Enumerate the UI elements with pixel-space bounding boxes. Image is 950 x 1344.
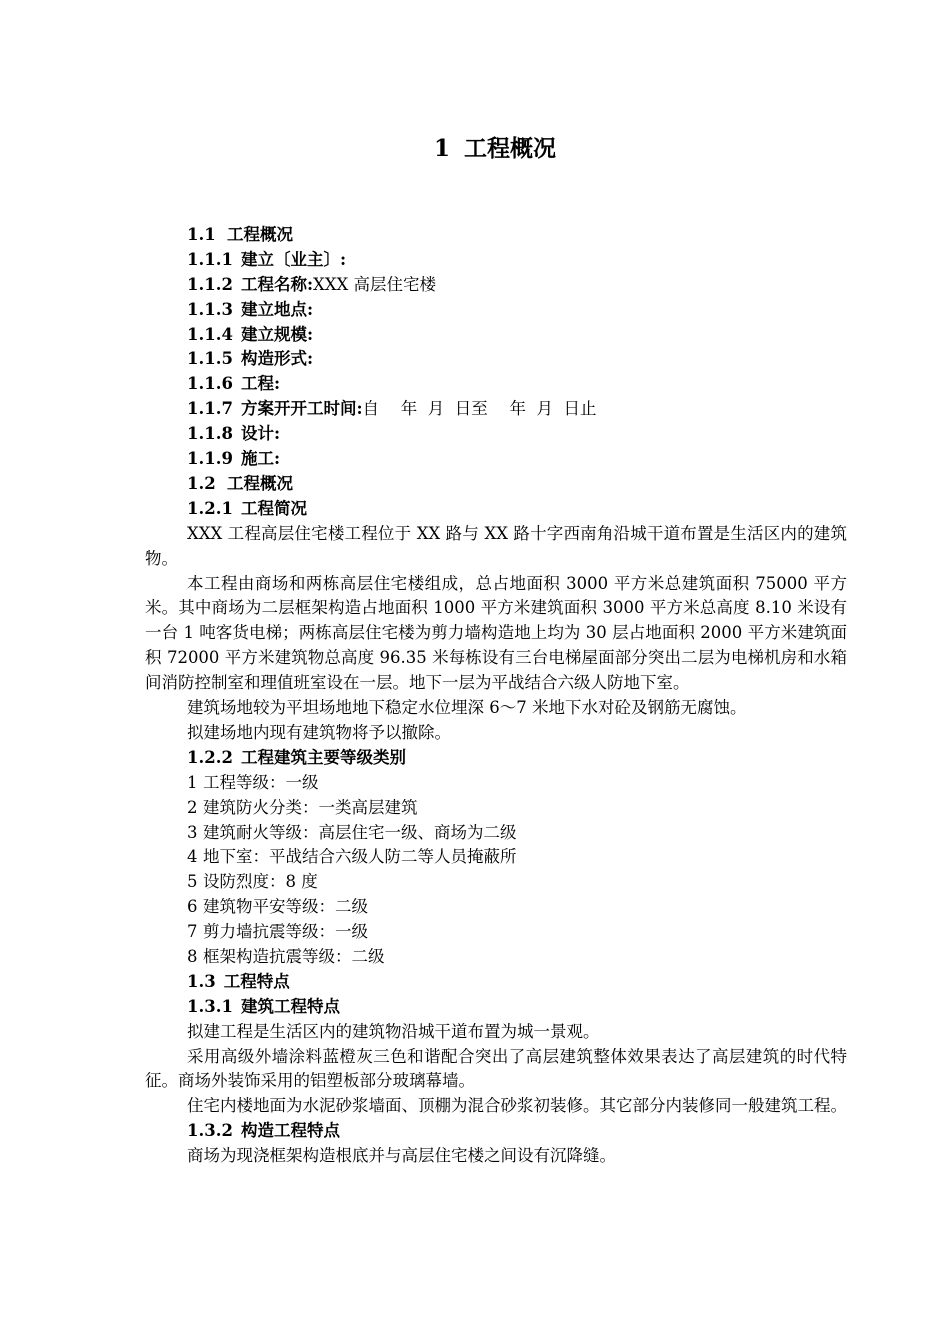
list-item: 7 剪力墙抗震等级：一级 <box>187 922 368 942</box>
title-text: 工程概况 <box>464 135 556 162</box>
list-item: 8 框架构造抗震等级：二级 <box>187 946 385 966</box>
section-heading-1-3: 1.3 工程特点 <box>187 971 290 991</box>
paragraph: 建筑场地较为平坦场地地下稳定水位埋深 6～7 米地下水对砼及钢筋无腐蚀。 <box>187 698 747 718</box>
paragraph: 拟建工程是生活区内的建筑物沿城干道布置为城一景观。 <box>187 1021 600 1041</box>
paragraph: 住宅内楼地面为水泥砂浆墙面、顶棚为混合砂浆初装修。其它部分内装修同一般建筑工程。 <box>187 1096 847 1116</box>
section-heading-1-1: 1.1 工程概况 <box>187 225 293 244</box>
paragraph: XXX 工程高层住宅楼工程位于 XX 路与 XX 路十字西南角沿城干道布置是生活区内的建筑物。 <box>145 523 847 568</box>
paragraph: 采用高级外墙涂料蓝橙灰三色和谐配合突出了高层建筑整体效果表达了高层建筑的时代特征。商场外装饰采用的铝塑板部分玻璃幕墙。 <box>145 1046 847 1091</box>
page-title <box>0 132 950 166</box>
item-1-1-8: 1.1.8 设计: <box>187 424 281 444</box>
subsection-heading-1-2-1: 1.2.1 工程简况 <box>187 498 307 518</box>
list-item: 1 工程等级：一级 <box>187 772 319 792</box>
item-1-1-4: 1.1.4 建立规模: <box>187 324 314 344</box>
paragraph: 本工程由商场和两栋高层住宅楼组成，总占地面积 3000 平方米总建筑面积 75000 平方米。其中商场为二层框架构造占地面积 1000 平方米建筑面积 3000 平方米总高度 8.10 米设有一台 1 吨客货电梯；两栋高层住宅楼为剪力墙构造地上均为 30 层占地面积 2000 平方米建筑面积 72000 平方米建筑物总高度 96.35 米每栋设有三台电梯屋面部分突出二层为电梯机房和水箱间消防控制室和理值班室设在一层。地下一层为平战结合六级人防地下室。 <box>145 573 847 693</box>
list-item: 4 地下室：平战结合六级人防二等人员掩蔽所 <box>187 847 517 867</box>
item-1-1-5: 1.1.5 构造形式: <box>187 349 314 369</box>
item-1-1-2: 1.1.2 工程名称:XXX 高层住宅楼 <box>187 274 437 294</box>
list-item: 6 建筑物平安等级：二级 <box>187 897 368 917</box>
subsection-heading-1-3-2: 1.3.2 构造工程特点 <box>187 1121 340 1141</box>
item-1-1-1: 1.1.1 建立〔业主〕: <box>187 249 347 269</box>
item-1-1-7: 1.1.7 方案开开工时间:自 年 月 日至 年 月 日止 <box>187 399 597 419</box>
list-item: 3 建筑耐火等级：高层住宅一级、商场为二级 <box>187 822 517 842</box>
list-item: 5 设防烈度：8 度 <box>187 872 318 892</box>
item-1-1-3: 1.1.3 建立地点: <box>187 299 314 319</box>
document-body <box>145 223 847 1169</box>
subsection-heading-1-2-2: 1.2.2 工程建筑主要等级类别 <box>187 747 406 767</box>
title-number: 1 <box>433 135 450 162</box>
paragraph: 商场为现浇框架构造根底并与高层住宅楼之间设有沉降缝。 <box>187 1146 616 1166</box>
subsection-heading-1-3-1: 1.3.1 建筑工程特点 <box>187 996 340 1016</box>
paragraph: 拟建场地内现有建筑物将予以撤除。 <box>187 722 451 742</box>
item-1-1-9: 1.1.9 施工: <box>187 449 281 469</box>
section-heading-1-2: 1.2 工程概况 <box>187 473 293 493</box>
item-1-1-6: 1.1.6 工程: <box>187 374 281 394</box>
list-item: 2 建筑防火分类：一类高层建筑 <box>187 797 418 817</box>
